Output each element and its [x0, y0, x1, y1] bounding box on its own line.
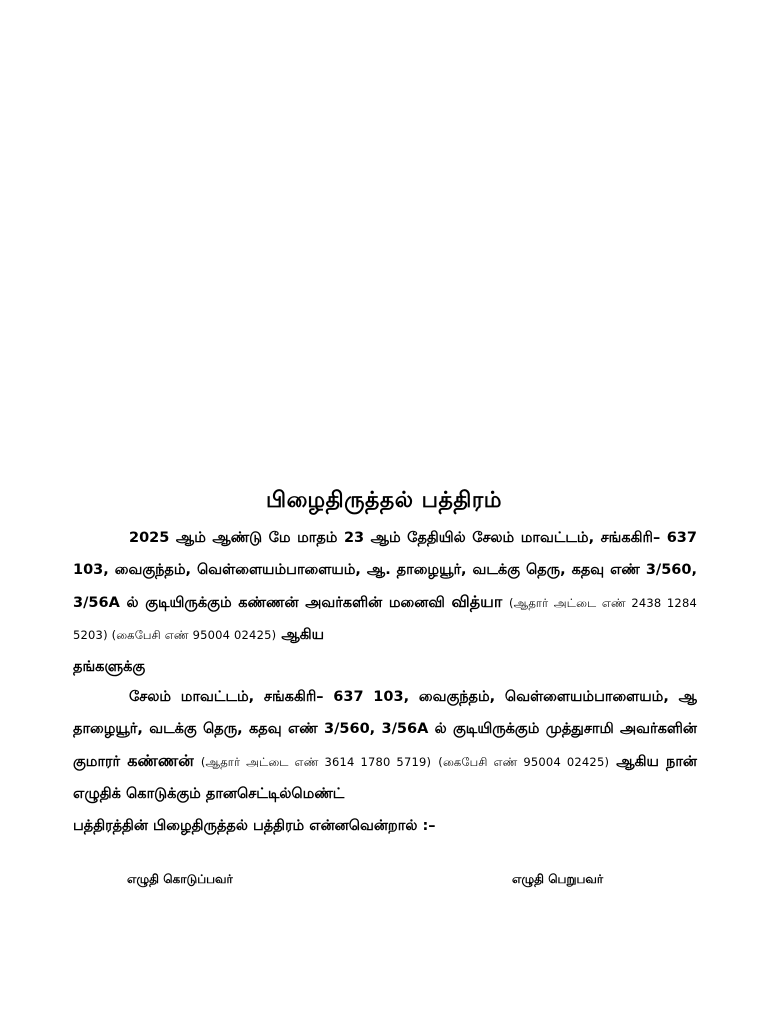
recipient-id-details: (ஆதார் அட்டை எண் 2438 1284 5203) (கைபேசி எண் 95004 02425): [73, 596, 697, 642]
para1-line1: 2025 ஆம் ஆண்டு மே மாதம் 23 ஆம் தேதியில் சேலம் மாவட்டம்,: [129, 530, 595, 546]
executant-phone: (கைபேசி எண் 95004 02425): [438, 755, 610, 769]
para2-line1: சேலம் மாவட்டம், சங்ககிரி– 637 103, வைகுந்தம், வெள்ளையம்பாளையம்,: [129, 689, 669, 705]
para1-line2: சங்ககிரி– 637 103, வைகுந்தம், வெள்ளையம்பாளையம், ஆ. தாழையூர்,: [73, 530, 697, 578]
document-title: பிழைதிருத்தல் பத்திரம்: [266, 488, 502, 513]
para2-line3-prefix: முத்துசாமி அவர்களின் குமாரர்: [73, 721, 697, 770]
para1-line5: தங்களுக்கு: [73, 659, 146, 675]
signature-recipient-label: எழுதி பெறுபவர்: [512, 872, 604, 886]
para2-line2: ஆ தாழையூர், வடக்கு தெரு, கதவு எண் 3/560, 3/56A ல் குடியிருக்கும்: [73, 689, 697, 737]
executant-paragraph: [73, 681, 697, 842]
para1-line4-suffix: ஆகிய: [281, 627, 325, 643]
recipient-paragraph: [73, 522, 697, 683]
para2-line4-suffix: ஆகிய நான் எழுதிக் கொடுக்கும் தானசெட்டில்மெண்ட்: [73, 754, 697, 802]
para1-line4-prefix: மனைவி: [388, 595, 445, 611]
para1-line3: வடக்கு தெரு, கதவு எண் 3/560, 3/56A ல் குடியிருக்கும் கண்ணன் அவர்களின்: [73, 562, 697, 611]
recipient-name: வித்யா: [451, 592, 503, 611]
executant-aadhaar: (ஆதார் அட்டை எண் 3614 1780 5719): [200, 755, 432, 769]
executant-name: கண்ணன்: [127, 751, 194, 770]
para2-line5: பத்திரத்தின் பிழைதிருத்தல் பத்திரம் என்னவென்றால் :–: [73, 818, 436, 834]
signature-executant-label: எழுதி கொடுப்பவர்: [127, 872, 233, 886]
